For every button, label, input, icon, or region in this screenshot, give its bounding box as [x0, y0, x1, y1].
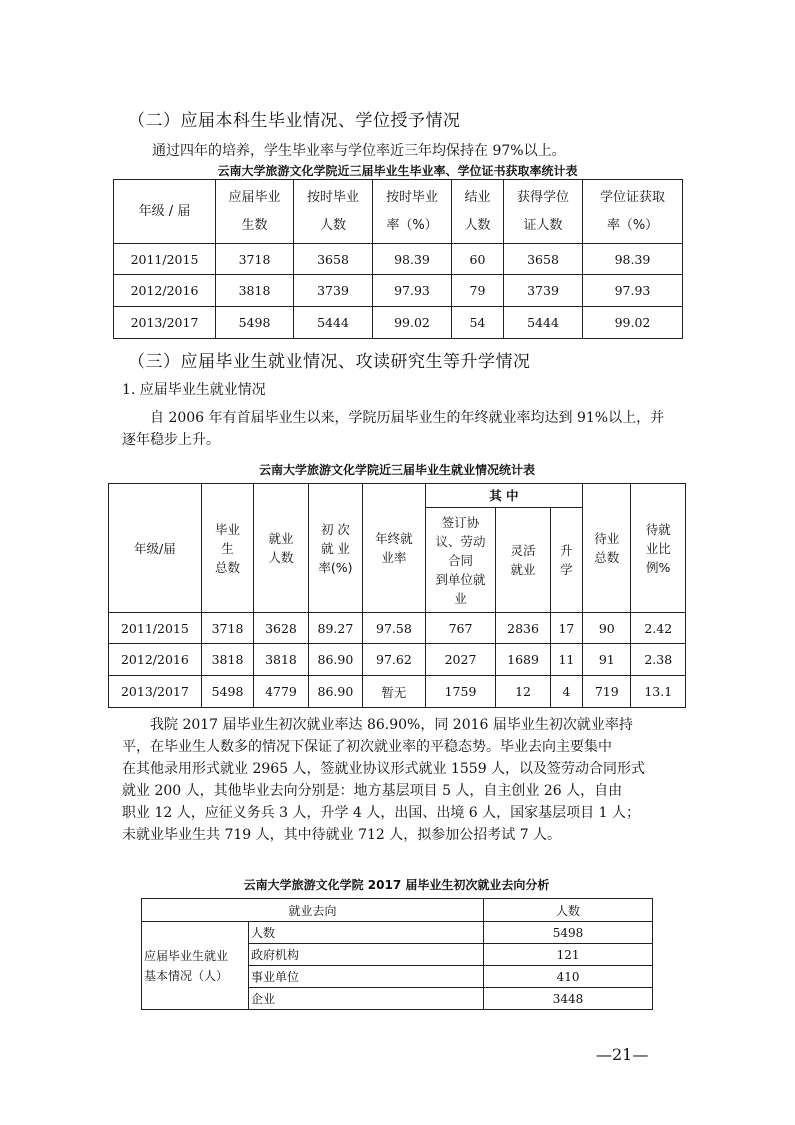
table-cell: 97.58 — [363, 613, 426, 644]
table-cell: 99.02 — [583, 307, 683, 339]
section2-intro: 通过四年的培养，学生毕业率与学位率近三年均保持在 97%以上。 — [152, 143, 566, 159]
table-cell: 3818 — [216, 275, 294, 307]
table-row — [109, 676, 686, 708]
table-cell: 2.38 — [631, 644, 686, 676]
table-cell: 54 — [452, 307, 504, 339]
table-cell: 3818 — [201, 644, 253, 676]
table1-header: 按时毕业 率（%） — [373, 180, 452, 244]
table-cell: 98.39 — [373, 244, 452, 275]
table-cell: 人数 — [249, 922, 484, 944]
table-cell: 2836 — [496, 613, 550, 644]
table-cell: 1689 — [496, 644, 550, 676]
table-cell: 86.90 — [308, 644, 362, 676]
table1-header-row — [114, 180, 683, 244]
table-row — [142, 922, 653, 944]
table-cell: 3818 — [254, 644, 308, 676]
paragraph-line: 未就业毕业生共 719 人，其中待就业 712 人，拟参加公招考试 7 人。 — [122, 827, 562, 843]
table3-header-row — [142, 899, 653, 922]
table-row — [114, 275, 683, 307]
section3-paragraph: 自 2006 年有首届毕业生以来，学院历届毕业生的年终就业率均达到 91%以上，并逐年稳步上升。 — [122, 410, 665, 448]
table-cell: 暂无 — [363, 676, 426, 708]
section2-heading: （二）应届本科生毕业情况、学位授予情况 — [128, 111, 461, 131]
table3-header: 人数 — [484, 899, 653, 922]
table-cell: 91 — [583, 644, 631, 676]
table-cell: 4779 — [254, 676, 308, 708]
employment-summary-paragraph — [122, 714, 682, 846]
table3-caption: 云南大学旅游文化学院 2017 届毕业生初次就业去向分析 — [243, 878, 550, 892]
table-cell: 90 — [583, 613, 631, 644]
table-cell: 1759 — [425, 676, 496, 708]
table-cell: 121 — [484, 944, 653, 966]
table-cell: 60 — [452, 244, 504, 275]
table-cell: 3718 — [201, 613, 253, 644]
table-row — [109, 613, 686, 644]
table-cell: 12 — [496, 676, 550, 708]
table2-header: 年终就 业率 — [363, 484, 426, 613]
table-cell: 3448 — [484, 988, 653, 1010]
table-cell: 5444 — [504, 307, 583, 339]
table2-header: 待业 总数 — [583, 484, 631, 613]
employment-table — [108, 483, 686, 708]
table-cell: 97.93 — [583, 275, 683, 307]
table2-header: 灵活 就业 — [496, 508, 550, 613]
table-cell: 86.90 — [308, 676, 362, 708]
table-cell: 5498 — [216, 307, 294, 339]
table1-header: 按时毕业 人数 — [294, 180, 373, 244]
section3-subheading: 1. 应届毕业生就业情况 — [122, 382, 266, 398]
table-cell: 79 — [452, 275, 504, 307]
table2-header: 签订协 议、劳动 合同 到单位就 业 — [425, 508, 496, 613]
destination-table — [141, 898, 653, 1010]
table-cell: 410 — [484, 966, 653, 988]
paragraph-line: 在其他录用形式就业 2965 人，签就业协议形式就业 1559 人，以及签劳动合同形式 — [122, 761, 646, 777]
table2-header: 毕业 生 总数 — [201, 484, 253, 613]
table-cell: 3739 — [504, 275, 583, 307]
table-cell: 3628 — [254, 613, 308, 644]
table2-header: 初 次 就 业 率(%) — [308, 484, 362, 613]
table-row — [114, 307, 683, 339]
table-cell: 2027 — [425, 644, 496, 676]
table-cell: 98.39 — [583, 244, 683, 275]
graduation-table — [113, 179, 683, 339]
table1-header: 学位证获取 率（%） — [583, 180, 683, 244]
table2-header: 待就 业比 例% — [631, 484, 686, 613]
table-cell: 2011/2015 — [114, 244, 216, 275]
table3-group-label: 应届毕业生就业 基本情况（人） — [142, 922, 249, 1010]
page-number: —21— — [596, 1045, 649, 1064]
table2-header-among: 其 中 — [425, 484, 582, 508]
table-cell: 3718 — [216, 244, 294, 275]
table-cell: 89.27 — [308, 613, 362, 644]
paragraph-line: 就业 200 人，其他毕业去向分别是：地方基层项目 5 人，自主创业 26 人，自由 — [122, 783, 623, 799]
table-cell: 2013/2017 — [109, 676, 202, 708]
paragraph-line: 我院 2017 届毕业生初次就业率达 86.90%，同 2016 届毕业生初次就业率持 — [150, 717, 633, 733]
table-cell: 17 — [550, 613, 582, 644]
table-cell: 3739 — [294, 275, 373, 307]
table2-caption: 云南大学旅游文化学院近三届毕业生就业情况统计表 — [258, 463, 535, 477]
table-cell: 99.02 — [373, 307, 452, 339]
table-cell: 5498 — [201, 676, 253, 708]
table-cell: 政府机构 — [249, 944, 484, 966]
section3-heading: （三）应届毕业生就业情况、攻读研究生等升学情况 — [128, 352, 531, 372]
table-cell: 2.42 — [631, 613, 686, 644]
table1-header: 结业 人数 — [452, 180, 504, 244]
table-cell: 4 — [550, 676, 582, 708]
table-cell: 3658 — [504, 244, 583, 275]
table2-header: 升 学 — [550, 508, 582, 613]
table-cell: 2013/2017 — [114, 307, 216, 339]
table1-header: 年级 / 届 — [114, 180, 216, 244]
table2-header: 就业 人数 — [254, 484, 308, 613]
paragraph-line: 职业 12 人，应征义务兵 3 人，升学 4 人，出国、出境 6 人，国家基层项目 1 人； — [122, 805, 640, 821]
table-cell: 企业 — [249, 988, 484, 1010]
table-cell: 13.1 — [631, 676, 686, 708]
table-row — [114, 244, 683, 275]
table-cell: 5498 — [484, 922, 653, 944]
table1-caption: 云南大学旅游文化学院近三届毕业生毕业率、学位证书获取率统计表 — [217, 164, 578, 178]
paragraph-line: 平，在毕业生人数多的情况下保证了初次就业率的平稳态势。毕业去向主要集中 — [122, 739, 612, 755]
table3-header: 就业去向 — [142, 899, 484, 922]
table-cell: 2012/2016 — [109, 644, 202, 676]
table-cell: 2011/2015 — [109, 613, 202, 644]
table-cell: 719 — [583, 676, 631, 708]
table-cell: 11 — [550, 644, 582, 676]
table-cell: 3658 — [294, 244, 373, 275]
table-cell: 97.62 — [363, 644, 426, 676]
table-row — [109, 644, 686, 676]
table-cell: 97.93 — [373, 275, 452, 307]
table2-header: 年级/届 — [109, 484, 202, 613]
table-cell: 767 — [425, 613, 496, 644]
table-cell: 5444 — [294, 307, 373, 339]
table-cell: 事业单位 — [249, 966, 484, 988]
table-cell: 2012/2016 — [114, 275, 216, 307]
table1-header: 应届毕业 生数 — [216, 180, 294, 244]
table2-header-row — [109, 484, 686, 508]
table1-header: 获得学位 证人数 — [504, 180, 583, 244]
